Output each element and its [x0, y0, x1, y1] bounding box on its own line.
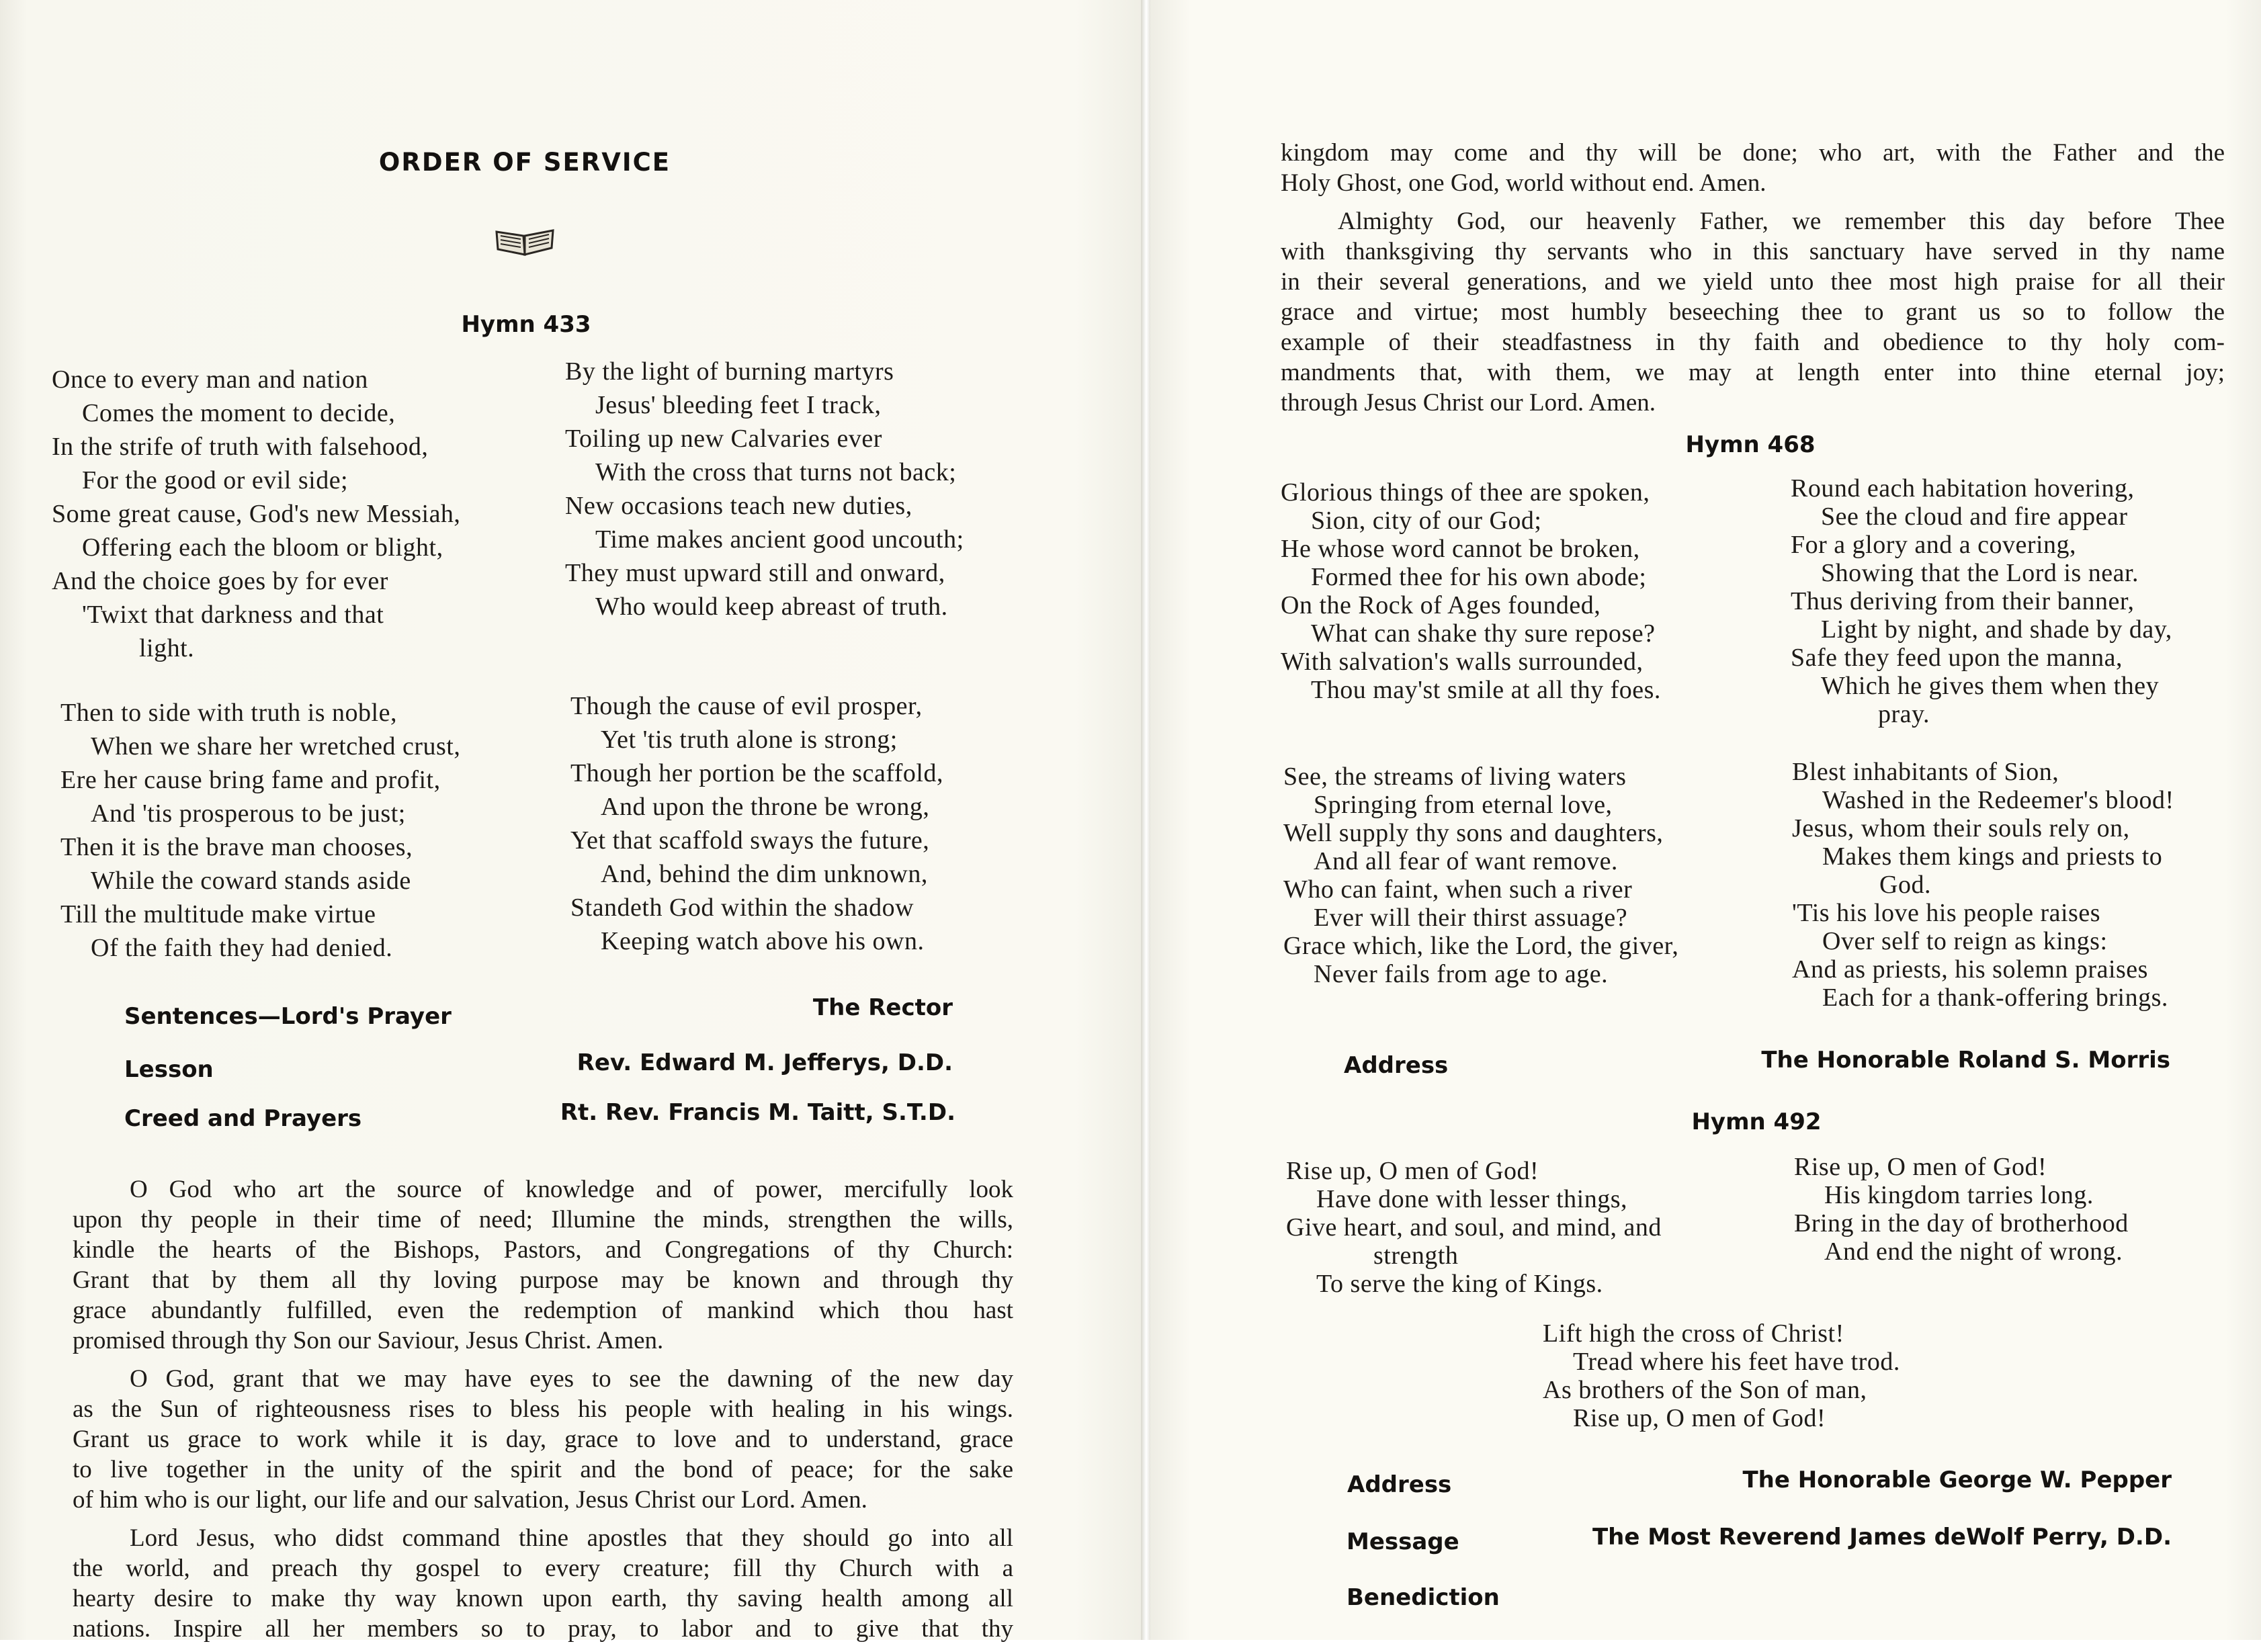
prayer-line: O God, grant that we may have eyes to see the dawning of the new day	[130, 1365, 1013, 1393]
hymn-468-heading: Hymn 468	[1685, 431, 1816, 458]
verse-line: Time makes ancient good uncouth;	[595, 525, 964, 554]
verse-line: While the coward stands aside	[91, 867, 411, 895]
verse-line: Blest inhabitants of Sion,	[1792, 758, 2059, 786]
order-officiant: The Most Reverend James deWolf Perry, D.D.	[1592, 1524, 2172, 1551]
prayer-line: with thanksgiving thy servants who in this sanctuary have served in thy name	[1281, 238, 2225, 265]
verse-line: With salvation's walls surrounded,	[1281, 648, 1644, 676]
verse-line: Each for a thank-offering brings.	[1822, 984, 2168, 1012]
verse-line: Rise up, O men of God!	[1794, 1153, 2047, 1181]
order-item: Lesson	[124, 1056, 214, 1083]
verse-line: Who can faint, when such a river	[1283, 875, 1633, 904]
prayers-right	[1281, 138, 2225, 426]
prayer-line: Grant that by them all thy loving purpose may be known and through thy	[73, 1266, 1013, 1294]
verse-line: Thus deriving from their banner,	[1791, 587, 2135, 615]
verse-line: Yet 'tis truth alone is strong;	[601, 726, 898, 754]
verse-line: Well supply thy sons and daughters,	[1283, 819, 1664, 847]
hymn-468-stanza-1-left	[1281, 478, 1661, 704]
verse-line: Rise up, O men of God!	[1286, 1157, 1539, 1185]
prayer-paragraph	[73, 1364, 1013, 1515]
verse-line: Though her portion be the scaffold,	[570, 759, 943, 787]
verse-line: With the cross that turns not back;	[595, 458, 957, 486]
verse-line: Never fails from age to age.	[1314, 960, 1609, 988]
verse-line: His kingdom tarries long.	[1824, 1181, 2094, 1209]
verse-line: Sion, city of our God;	[1311, 507, 1542, 535]
verse-line: And as priests, his solemn praises	[1792, 955, 2148, 984]
prayer-line: upon thy people in their time of need; Illumine the minds, strengthen the wills,	[73, 1206, 1013, 1233]
prayer-paragraph	[73, 1174, 1013, 1356]
verse-line: See, the streams of living waters	[1283, 763, 1627, 791]
verse-line: Then to side with truth is noble,	[60, 699, 397, 727]
prayer-paragraph	[73, 1523, 1013, 1644]
prayer-line: Lord Jesus, who didst command thine apostles that they should go into all	[130, 1524, 1013, 1552]
verse-line: Ere her cause bring fame and profit,	[60, 766, 441, 794]
verse-line: Grace which, like the Lord, the giver,	[1283, 932, 1679, 960]
hymn-433-stanza-1-left	[52, 363, 460, 665]
order-officiant: The Rector	[812, 994, 953, 1021]
verse-line: Then it is the brave man chooses,	[60, 833, 413, 861]
prayer-line: Grant us grace to work while it is day, grace to love and to understand, grace	[73, 1426, 1013, 1453]
verse-line: Yet that scaffold sways the future,	[570, 826, 930, 855]
verse-line: Over self to reign as kings:	[1822, 927, 2108, 955]
order-item: Message	[1347, 1528, 1459, 1555]
hymn-433-stanza-2-left	[60, 696, 460, 965]
verse-line: And all fear of want remove.	[1314, 847, 1618, 875]
verse-line: Keeping watch above his own.	[601, 927, 925, 955]
order-item: Sentences—Lord's Prayer	[124, 1003, 452, 1030]
verse-line: What can shake thy sure repose?	[1311, 619, 1656, 648]
prayer-line: through Jesus Christ our Lord. Amen.	[1281, 389, 1656, 417]
prayer-line: O God who art the source of knowledge and of power, mercifully look	[130, 1176, 1013, 1203]
prayer-line: hearty desire to make thy way known upon earth, thy saving health among all	[73, 1585, 1013, 1612]
verse-line: Have done with lesser things,	[1316, 1185, 1628, 1213]
verse-line: God.	[1879, 871, 1931, 899]
prayer-line: in their several generations, and we yield unto thee most high praise for all their	[1281, 268, 2225, 296]
verse-line: Comes the moment to decide,	[82, 399, 396, 427]
prayer-line: nations. Inspire all her members so to pray, to labor and to give that thy	[73, 1615, 1013, 1643]
prayer-line: grace and virtue; most humbly beseeching thee to grant us so to follow the	[1281, 298, 2225, 326]
verse-line: Springing from eternal love,	[1314, 791, 1613, 819]
verse-line: Once to every man and nation	[52, 365, 368, 394]
prayer-paragraph	[1281, 206, 2225, 418]
verse-line: And 'tis prosperous to be just;	[91, 799, 406, 828]
hymn-468-stanza-1-right	[1791, 474, 2172, 728]
verse-line: light.	[139, 634, 195, 662]
verse-line: To serve the king of Kings.	[1316, 1270, 1603, 1298]
verse-line: Standeth God within the shadow	[570, 894, 914, 922]
verse-line: Ever will their thirst assuage?	[1314, 904, 1628, 932]
hymn-433-stanza-2-right	[570, 689, 943, 958]
verse-line: strength	[1373, 1242, 1459, 1270]
verse-line: And end the night of wrong.	[1824, 1237, 2123, 1266]
prayer-line: of him who is our light, our life and our salvation, Jesus Christ our Lord. Amen.	[73, 1486, 867, 1514]
hymn-468-stanza-2-right	[1792, 758, 2174, 1012]
verse-line: Some great cause, God's new Messiah,	[52, 500, 461, 528]
order-officiant: Rt. Rev. Francis M. Taitt, S.T.D.	[560, 1099, 955, 1126]
verse-line: Safe they feed upon the manna,	[1791, 644, 2123, 672]
prayer-line: kingdom may come and thy will be done; who art, with the Father and the	[1281, 139, 2225, 167]
hymn-492-heading: Hymn 492	[1691, 1108, 1822, 1135]
prayer-line: the world, and preach thy gospel to every creature; fill thy Church with a	[73, 1555, 1013, 1582]
verse-line: By the light of burning martyrs	[565, 357, 894, 386]
prayer-line: to live together in the unity of the spirit and the bond of peace; for the sake	[73, 1456, 1013, 1483]
hymn-492-stanza-center	[1543, 1319, 1900, 1432]
verse-line: Lift high the cross of Christ!	[1543, 1319, 1844, 1348]
verse-line: Thou may'st smile at all thy foes.	[1311, 676, 1661, 704]
verse-line: Glorious things of thee are spoken,	[1281, 478, 1650, 507]
verse-line: Of the faith they had denied.	[91, 934, 393, 962]
verse-line: When we share her wretched crust,	[91, 732, 461, 760]
verse-line: Washed in the Redeemer's blood!	[1822, 786, 2174, 814]
prayers-left	[73, 1174, 1013, 1652]
prayer-line: as the Sun of righteousness rises to bless his people with healing in his wings.	[73, 1395, 1013, 1423]
verse-line: Toiling up new Calvaries ever	[565, 425, 882, 453]
verse-line: Showing that the Lord is near.	[1821, 559, 2139, 587]
verse-line: And the choice goes by for ever	[52, 567, 388, 595]
prayer-line: kindle the hearts of the Bishops, Pastors, and Congregations of thy Church:	[73, 1236, 1013, 1264]
verse-line: See the cloud and fire appear	[1821, 503, 2128, 531]
hymn-468-stanza-2-left	[1283, 763, 1678, 988]
verse-line: 'Twixt that darkness and that	[82, 601, 384, 629]
verse-line: Formed thee for his own abode;	[1311, 563, 1647, 591]
verse-line: New occasions teach new duties,	[565, 492, 912, 520]
hymn-433-heading: Hymn 433	[461, 311, 591, 338]
verse-line: Jesus, whom their souls rely on,	[1792, 814, 2130, 842]
prayer-line: example of their steadfastness in thy faith and obedience to thy holy com-	[1281, 329, 2225, 356]
verse-line: Give heart, and soul, and mind, and	[1286, 1213, 1662, 1242]
verse-line: Jesus' bleeding feet I track,	[595, 391, 882, 419]
order-item: Address	[1344, 1052, 1449, 1079]
verse-line: Which he gives them when they	[1821, 672, 2160, 700]
verse-line: Offering each the bloom or blight,	[82, 533, 443, 562]
verse-line: They must upward still and onward,	[565, 559, 945, 587]
right-page	[1150, 0, 2261, 1640]
verse-line: Round each habitation hovering,	[1791, 474, 2135, 503]
prayer-paragraph	[1281, 138, 2225, 198]
prayer-line: Holy Ghost, one God, world without end. Amen.	[1281, 169, 1766, 197]
prayer-line: promised through thy Son our Saviour, Jesus Christ. Amen.	[73, 1327, 664, 1354]
order-officiant: Rev. Edward M. Jefferys, D.D.	[577, 1049, 953, 1076]
page-title: ORDER OF SERVICE	[378, 148, 671, 177]
prayer-line: Almighty God, our heavenly Father, we remember this day before Thee	[1338, 208, 2225, 235]
verse-line: And, behind the dim unknown,	[601, 860, 928, 888]
open-book-icon	[494, 225, 556, 257]
verse-line: As brothers of the Son of man,	[1543, 1376, 1867, 1404]
verse-line: 'Tis his love his people raises	[1792, 899, 2100, 927]
hymn-492-stanza-left	[1286, 1157, 1662, 1298]
verse-line: Till the multitude make virtue	[60, 900, 376, 928]
hymn-492-stanza-right	[1794, 1153, 2129, 1266]
hymn-433-stanza-1-right	[565, 355, 964, 623]
verse-line: Makes them kings and priests to	[1822, 842, 2163, 871]
order-item: Address	[1347, 1471, 1452, 1498]
order-item: Benediction	[1347, 1584, 1500, 1611]
verse-line: pray.	[1878, 700, 1930, 728]
prayer-line: grace abundantly fulfilled, even the redemption of mankind which thou hast	[73, 1297, 1013, 1324]
verse-line: Though the cause of evil prosper,	[570, 692, 923, 720]
verse-line: On the Rock of Ages founded,	[1281, 591, 1601, 619]
order-officiant: The Honorable George W. Pepper	[1742, 1467, 2172, 1493]
verse-line: Who would keep abreast of truth.	[595, 593, 948, 621]
verse-line: For the good or evil side;	[82, 466, 349, 494]
verse-line: Tread where his feet have trod.	[1573, 1348, 1900, 1376]
order-item: Creed and Prayers	[124, 1105, 362, 1132]
verse-line: He whose word cannot be broken,	[1281, 535, 1640, 563]
verse-line: In the strife of truth with falsehood,	[52, 433, 429, 461]
verse-line: Bring in the day of brotherhood	[1794, 1209, 2129, 1237]
verse-line: And upon the throne be wrong,	[601, 793, 930, 821]
verse-line: For a glory and a covering,	[1791, 531, 2077, 559]
verse-line: Light by night, and shade by day,	[1821, 615, 2172, 644]
verse-line: Rise up, O men of God!	[1573, 1404, 1826, 1432]
prayer-line: mandments that, with them, we may at length enter into thine eternal joy;	[1281, 359, 2225, 386]
order-officiant: The Honorable Roland S. Morris	[1761, 1047, 2170, 1074]
